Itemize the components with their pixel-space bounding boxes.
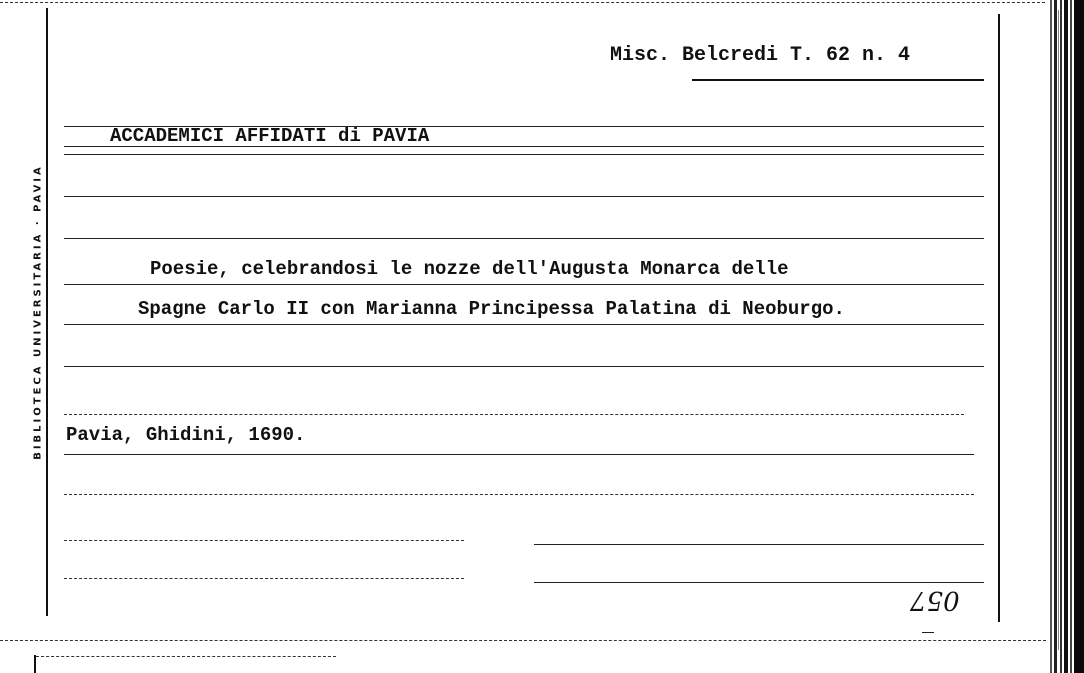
bottom-left-tick bbox=[34, 655, 36, 673]
handwritten-number: 057 bbox=[910, 585, 960, 615]
card-rule bbox=[534, 582, 984, 583]
card-rule bbox=[534, 544, 984, 545]
card-rule bbox=[64, 284, 984, 285]
right-border bbox=[998, 14, 1000, 622]
bottom-edge-line bbox=[0, 640, 1046, 641]
card-rule bbox=[64, 366, 984, 367]
left-border bbox=[46, 8, 48, 616]
title-line-2: Spagne Carlo II con Marianna Principessa Palatina di Neoburgo. bbox=[138, 298, 845, 320]
card-rule bbox=[64, 196, 984, 197]
card-rule bbox=[64, 454, 974, 455]
card-rule bbox=[64, 154, 984, 155]
shelfmark: Misc. Belcredi T. 62 n. 4 bbox=[610, 44, 911, 67]
card-rule bbox=[64, 414, 964, 415]
bottom-edge-line bbox=[36, 656, 336, 657]
card-rule bbox=[64, 578, 464, 579]
top-edge-line bbox=[0, 2, 1050, 3]
card-rule bbox=[64, 494, 974, 495]
library-stamp-label: BIBLIOTECA UNIVERSITARIA · PAVIA bbox=[32, 164, 44, 460]
imprint: Pavia, Ghidini, 1690. bbox=[66, 424, 306, 446]
shelfmark-underline bbox=[692, 79, 984, 81]
card-rule bbox=[64, 540, 464, 541]
scan-edge-stripe bbox=[1046, 0, 1084, 673]
title-line-1: Poesie, celebrandosi le nozze dell'Augusta Monarca delle bbox=[150, 258, 789, 280]
handwritten-underline bbox=[922, 632, 934, 633]
heading: ACCADEMICI AFFIDATI di PAVIA bbox=[110, 125, 430, 147]
card-rule bbox=[64, 238, 984, 239]
card-rule bbox=[64, 324, 984, 325]
